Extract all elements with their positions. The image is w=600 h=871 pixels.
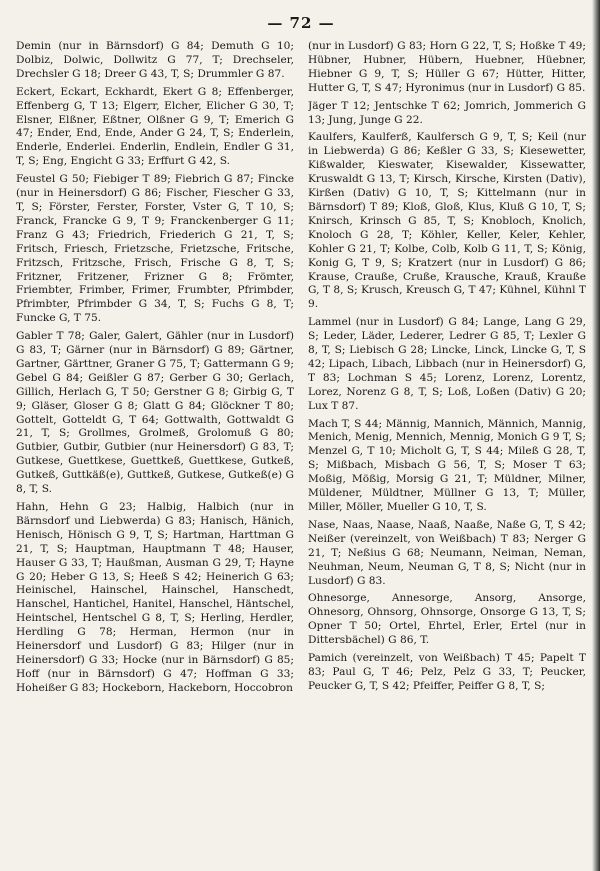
entry-letter-d: Demin (nur in Bärnsdorf) G 84; Demuth G 10; Dolbiz, Dolwic, Dollwitz G 77, T; Drechseler, Drechsler G 18; Dreer G 43, T, S; Drummler G 87. xyxy=(16,40,294,80)
entry-letter-g: Gabler T 78; Galer, Galert, Gähler (nur in Lusdorf) G 83, T; Gärner (nur in Bärnsdorf) G 89; Gärtner, Gartner, Gärttner, Graner G 75, T; Gattermann G 9; Gebel G 84; Geißler G 87; Gerber G 30; Gerlach, Gillich, Herlach G, T 50; Gerstner G 8; Girbig G, T 9; Gläser, Gloser G 8; Glatt G 84; Glöckner T 80; Gottelt, Gotteldt G, T 64; Gottwalth, Gottwaldt G 21, T, S; Grollmes, Grolmeß, Grolomuß G 80; Gutbier, Gutbir, Gutbier (nur Heinersdorf) G 83, T; Gutkese, Guettkese, Guettkeß, Guettkese, Gutkeß, Gutkeß, Guttkäß(e), Guttkeß, Gutkese, Gutkeß(e) G 8, T, S. xyxy=(16,330,294,496)
page-binding-shadow xyxy=(592,0,600,871)
entry-letter-e: Eckert, Eckart, Eckhardt, Ekert G 8; Effenberger, Effenberg G, T 13; Elgerr, Elcher, Elicher G 30, T; Elsner, Elßner, Eßtner, Olßner G 9, T; Emerich G 47; Ender, End, Ende, Ander G 24, T, S; Enderlein, Enderle, Enderlei. Enderlin, Endlein, Endler G 31, T, S; Eng, Engicht G 33; Erffurt G 42, S. xyxy=(16,85,294,168)
entry-letter-n: Nase, Naas, Naase, Naaß, Naaße, Naße G, T, S 42; Neißer (vereinzelt, von Weißbach) T 83; Nerger G 21, T; Neßius G 68; Neumann, Neiman, Neman, Neuhman, Neum, Neuman G, T 8, S; Nicht (nur in Lusdorf) G 83. xyxy=(308,518,586,587)
entry-letter-o: Ohnesorge, Annesorge, Ansorg, Ansorge, Ohnesorg, Ohnsorg, Ohnsorge, Onsorge G 13, T, S; Opner T 50; Ortel, Ehrtel, Erler, Ertel (nur in Dittersbächel) G 86, T. xyxy=(308,592,586,647)
entry-letter-h-cont: (nur in Lusdorf) G 83; Horn G 22, T, S; Hoßke T 49; Hübner, Hubner, Hübern, Huebner, Hüebner, Hiebner G 9, T, S; Hüller G 67; Hütter, Hitter, Hutter G, T, S 47; Hyronimus (nur in Lusdorf) G 85. xyxy=(308,40,586,94)
right-column xyxy=(308,40,586,866)
entry-letter-j: Jäger T 12; Jentschke T 62; Jomrich, Jommerich G 13; Jung, Junge G 22. xyxy=(308,99,586,126)
entry-letter-l: Lammel (nur in Lusdorf) G 84; Lange, Lang G 29, S; Leder, Läder, Lederer, Ledrer G 85, T; Lexler G 8, T, S; Liebisch G 28; Lincke, Linck, Lincke G, T, S 42; Lipach, Libach, Libbach (nur in Heinersdorf) G, T 83; Lochman S 45; Lorenz, Lorenz, Lorentz, Lorez, Norenz G 8, T, S; Loß, Loßen (Dativ) G 20; Lux T 87. xyxy=(308,316,586,412)
page-number: — 72 — xyxy=(267,14,335,32)
entry-letter-f: Feustel G 50; Fiebiger T 89; Fiebrich G 87; Fincke (nur in Heinersdorf) G 86; Fischer, Fiescher G 33, T, S; Förster, Ferster, Forster, Vster G, T 10, S; Franck, Francke G 9, T 9; Franckenberger G 11; Franz G 43; Friedrich, Friederich G 21, T, S; Fritsch, Friesch, Frietzsche, Frietzsche, Fritsche, Fritzsch, Fritzsche, Frisch, Frische G 8, T, S; Fritzner, Fritzener, Frizner G 8; Frömter, Friembter, Frimber, Frimer, Frumbter, Pfrimbder, Pfrimbter, Pfrimbder G 34, T, S; Fuchs G 8, T; Funcke G, T 75. xyxy=(16,173,294,325)
entry-letter-k: Kaulfers, Kaulferß, Kaulfersch G 9, T, S; Keil (nur in Liebwerda) G 86; Keßler G 33, S; Kiesewetter, Kißwalder, Kieswater, Kisewalder, Kissewatter, Kruswaldt G 13, T; Kirsch, Kirsche, Kirsten (Dativ), Kirßen (Dativ) G 10, T, S; Kittelmann (nur in Bärnsdorf) T 89; Kloß, Gloß, Klus, Kluß G 10, T, S; Knirsch, Krinsch G 85, T, S; Knobloch, Knolich, Knoloch G 28, T; Köhler, Keller, Keler, Kehler, Kohler G 21, T; Kolbe, Colb, Kolb G 11, T, S; König, Konig G, T 9, S; Kratzert (nur in Lusdorf) G 86; Krause, Crauße, Cruße, Krausche, Krauß, Krauße G, T 8, S; Krusch, Kreusch G, T 47; Kühnel, Kühnl T 9. xyxy=(308,131,586,311)
entry-letter-p: Pamich (vereinzelt, von Weißbach) T 45; Papelt T 83; Paul G, T 46; Pelz, Pelz G 33, T; Peucker, Peucker G, T, S 42; Pfeiffer, Peiffer G 8, T, S; xyxy=(308,652,586,692)
text-columns xyxy=(16,40,586,866)
entry-letter-h: Hahn, Hehn G 23; Halbig, Halbich (nur in Bärnsdorf und Liebwerda) G 83; Hanisch, Hänich, Henisch, Hönisch G 9, T, S; Hartman, Harttman G 21, T, S; Hauptman, Hauptmann T 48; Hauser, Hauser G 33, T; Haußman, Ausman G 29, T; Hayne G 20; Heber G 13, S; Heeß S 42; Heinerich G 63; Heinischel, Hainschel, Hainschel, Hanschedt, Hanschel, Hantichel, Hanitel, Hanschel, Häntschel, Heintschel, Hentschel G 8, T, S; Herling, Herdler, Herdling G 78; Herman, Hermon (nur in Heinersdorf und Lusdorf) G 83; Hilger (nur in Heinersdorf) G 33; Hocke (nur in Bärnsdorf) G 85; Hoff (nur in Bärnsdorf) G 47; Hoffman G 33; Hoheißer G 83; Hockeborn, Hackeborn, Hoccobron xyxy=(16,501,294,694)
entry-letter-m: Mach T, S 44; Männig, Mannich, Männich, Mannig, Menich, Menig, Mennich, Mennig, Monich G 9 T, S; Menzel G, T 10; Micholt G, T, S 44; Mileß G 28, T, S; Mißbach, Misbach G 56, T, S; Moser T 63; Moßig, Mößig, Morsig G 21, T; Müldner, Milner, Müldener, Müldtner, Müllner G 13, T; Müller, Miller, Möller, Mueller G 10, T, S. xyxy=(308,417,586,513)
left-column xyxy=(16,40,294,866)
